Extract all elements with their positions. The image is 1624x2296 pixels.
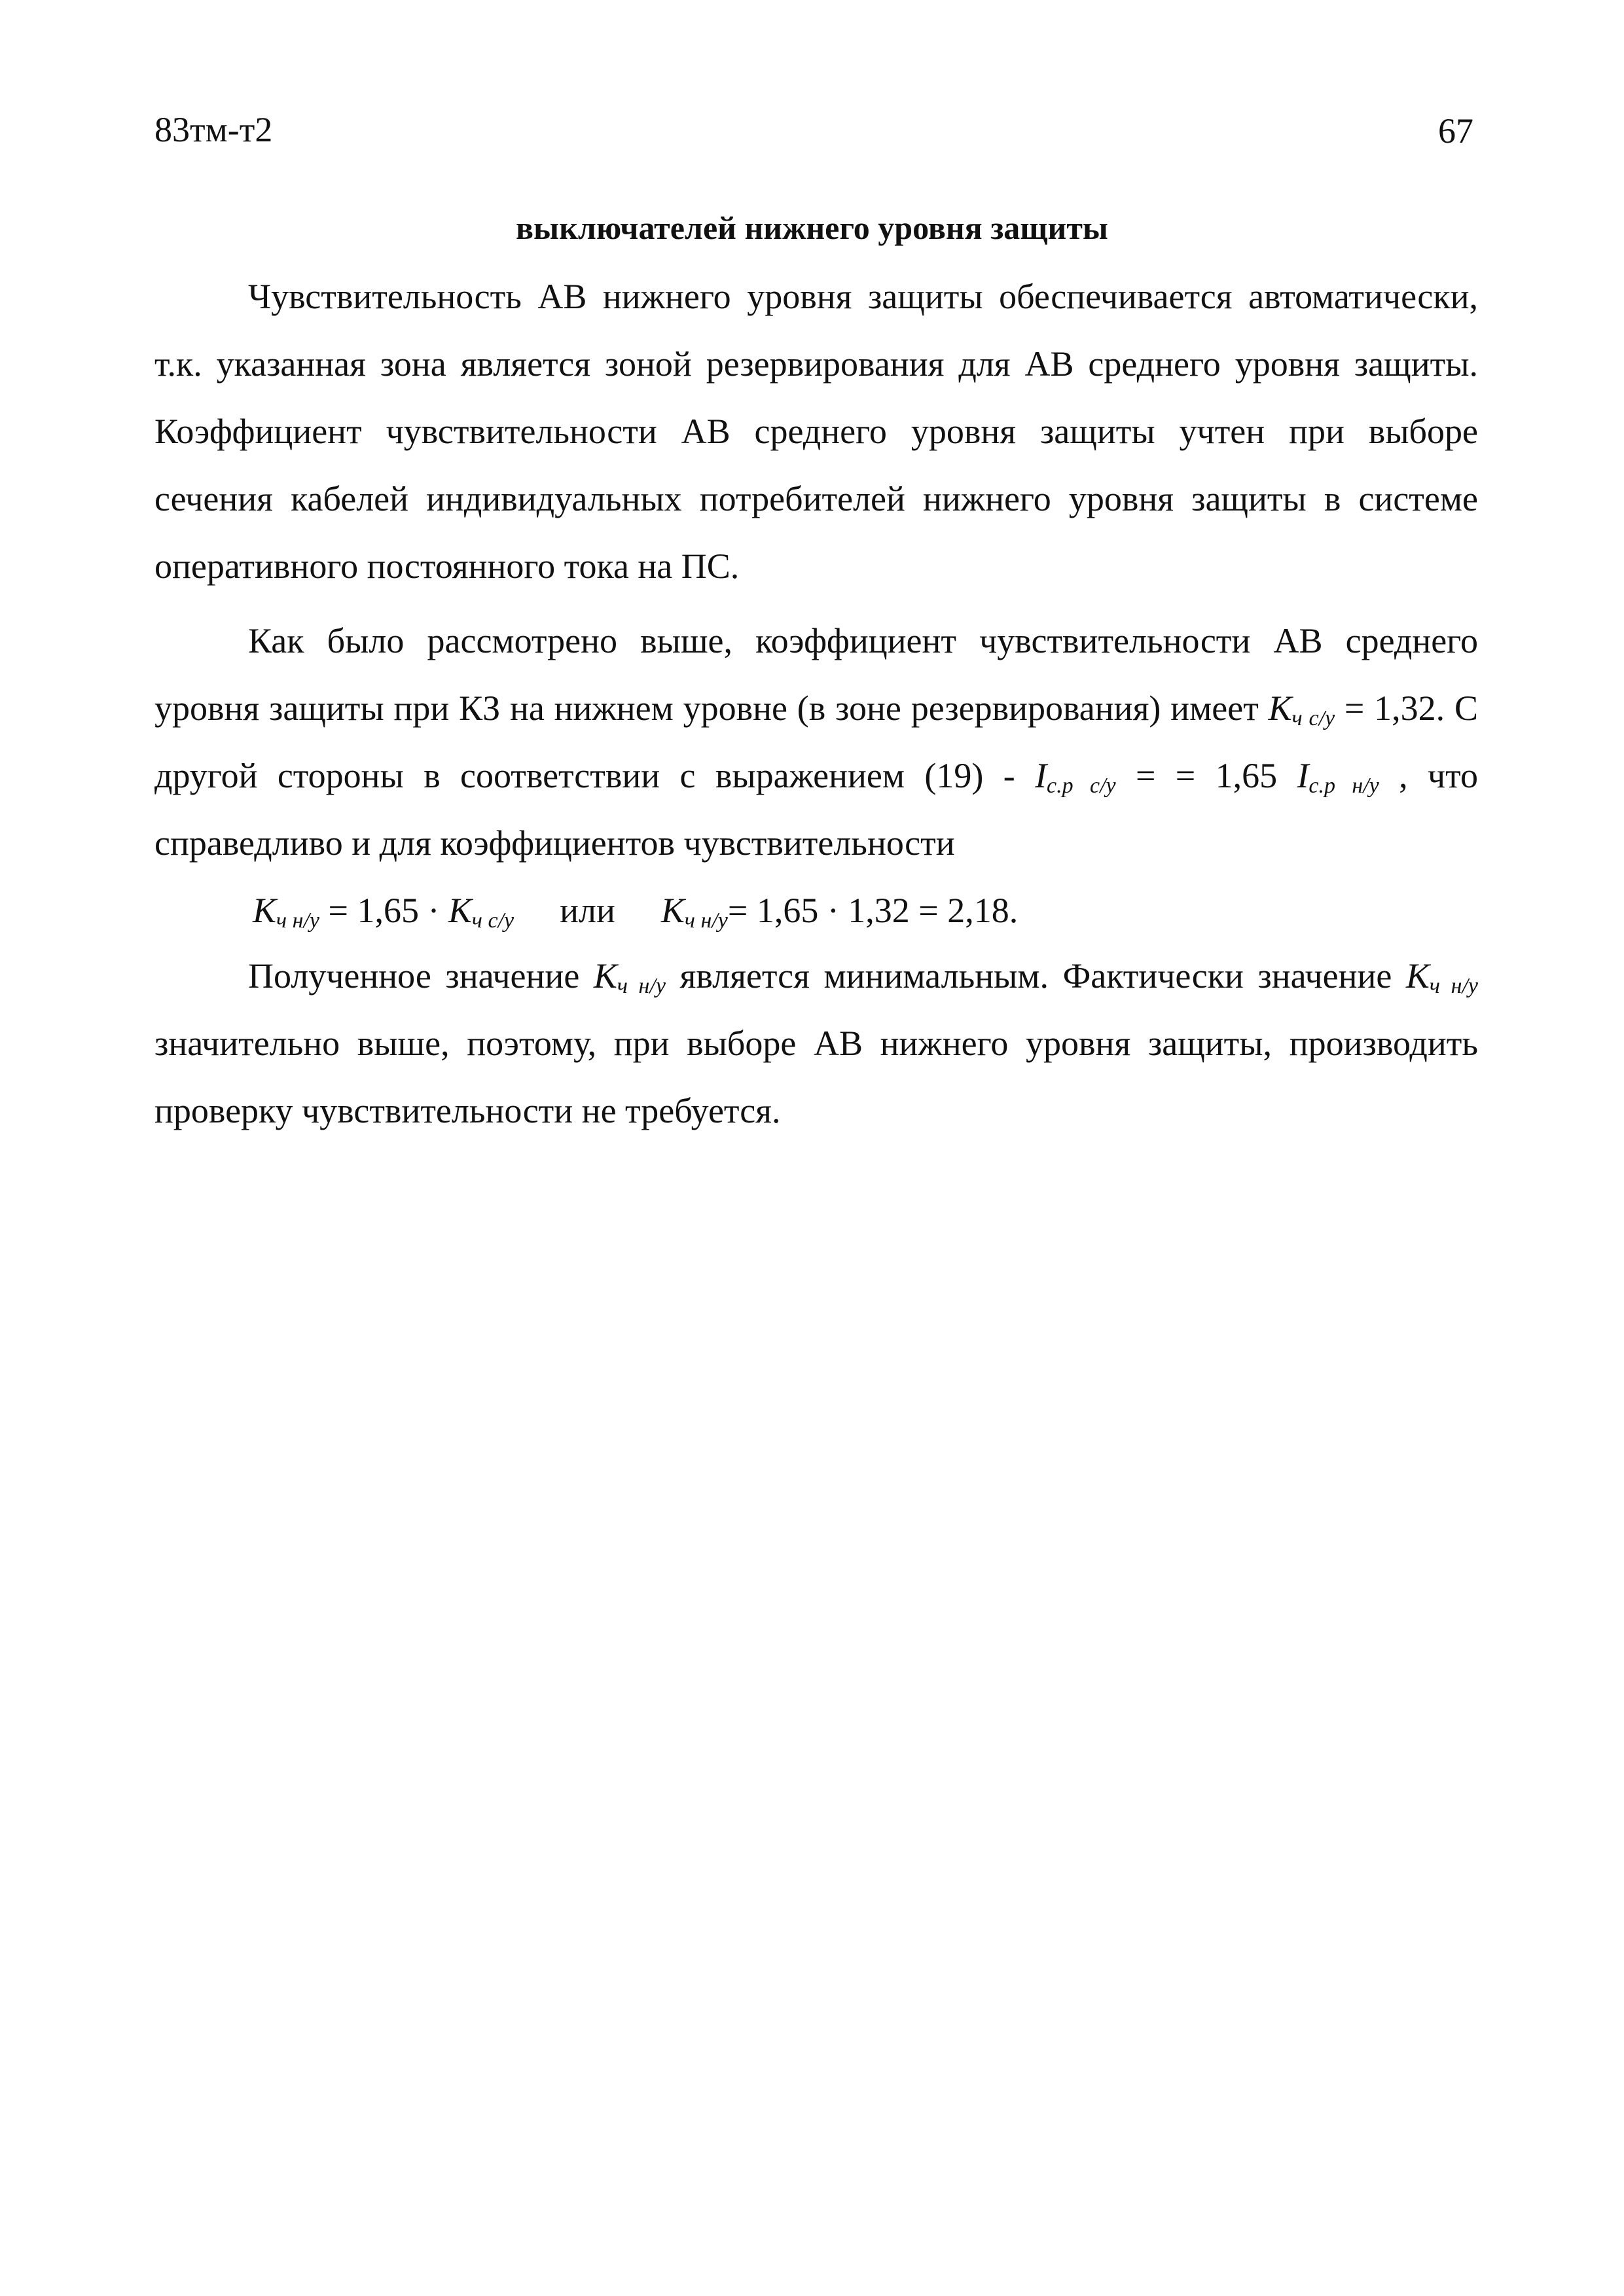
paragraph-2-part-1: Как было рассмотрено выше, коэффициент чувствительности АВ среднего уровня защиты при КЗ на нижнем уровне (в зоне резервирования) имеет	[154, 621, 1478, 728]
paragraph-3-part-2: является минимальным. Фактически значение	[665, 956, 1406, 996]
section-heading: выключателей нижнего уровня защиты	[516, 209, 1108, 246]
i-symbol: I	[1297, 756, 1309, 795]
i-subscript: с.р н/у	[1308, 774, 1379, 798]
k-subscript: ч н/у	[276, 908, 319, 933]
document-code: 83тм-т2	[154, 110, 273, 149]
formula-or-word: или	[560, 891, 615, 930]
paragraph-2	[154, 607, 1478, 944]
paragraph-2-text	[154, 607, 1478, 877]
i-symbol: I	[1035, 756, 1047, 795]
formula-equation-1: = 1,65 ·	[319, 891, 448, 930]
k-symbol: К	[253, 891, 276, 930]
i-subscript: с.р с/у	[1047, 774, 1116, 798]
paragraph-3	[154, 942, 1478, 1145]
k-symbol: К	[1268, 689, 1292, 728]
paragraph-3-part-1: Полученное значение	[248, 956, 594, 996]
paragraph-1-text: Чувствительность АВ нижнего уровня защиты обеспечивается автоматически, т.к. указанная зона является зоной резервирования для АВ среднего уровня защиты. Коэффициент чувствительности АВ среднего уровня защиты учтен при выборе сечения кабелей индивидуальных потребителей нижнего уровня защиты в системе оперативного постоянного тока на ПС.	[154, 277, 1478, 586]
k-symbol: К	[1405, 956, 1430, 996]
k-symbol: К	[448, 891, 472, 930]
paragraph-1	[154, 263, 1478, 600]
k-subscript: ч н/у	[1429, 974, 1478, 998]
k-subscript: ч н/у	[617, 974, 666, 998]
k-symbol: К	[593, 956, 617, 996]
paragraph-2-part-4: , что справедливо и для коэффициентов чувствительности	[154, 756, 1479, 863]
k-subscript: ч с/у	[1291, 706, 1335, 730]
paragraph-2-part-2: = 1,32. С другой стороны в соответствии с выражением (19) -	[154, 689, 1478, 795]
k-subscript: ч н/у	[684, 908, 728, 933]
formula-equation-2: = 1,65 · 1,32 = 2,18.	[727, 891, 1019, 930]
k-symbol: К	[660, 891, 685, 930]
page-number: 67	[1438, 111, 1473, 151]
paragraph-3-text	[154, 942, 1478, 1145]
paragraph-3-part-3: значительно выше, поэтому, при выборе АВ нижнего уровня защиты, производить проверку чувствительности не требуется.	[154, 1024, 1478, 1130]
k-subscript: ч с/у	[471, 908, 514, 933]
formula-line	[154, 877, 1478, 944]
paragraph-2-part-3: = = 1,65	[1115, 756, 1297, 795]
